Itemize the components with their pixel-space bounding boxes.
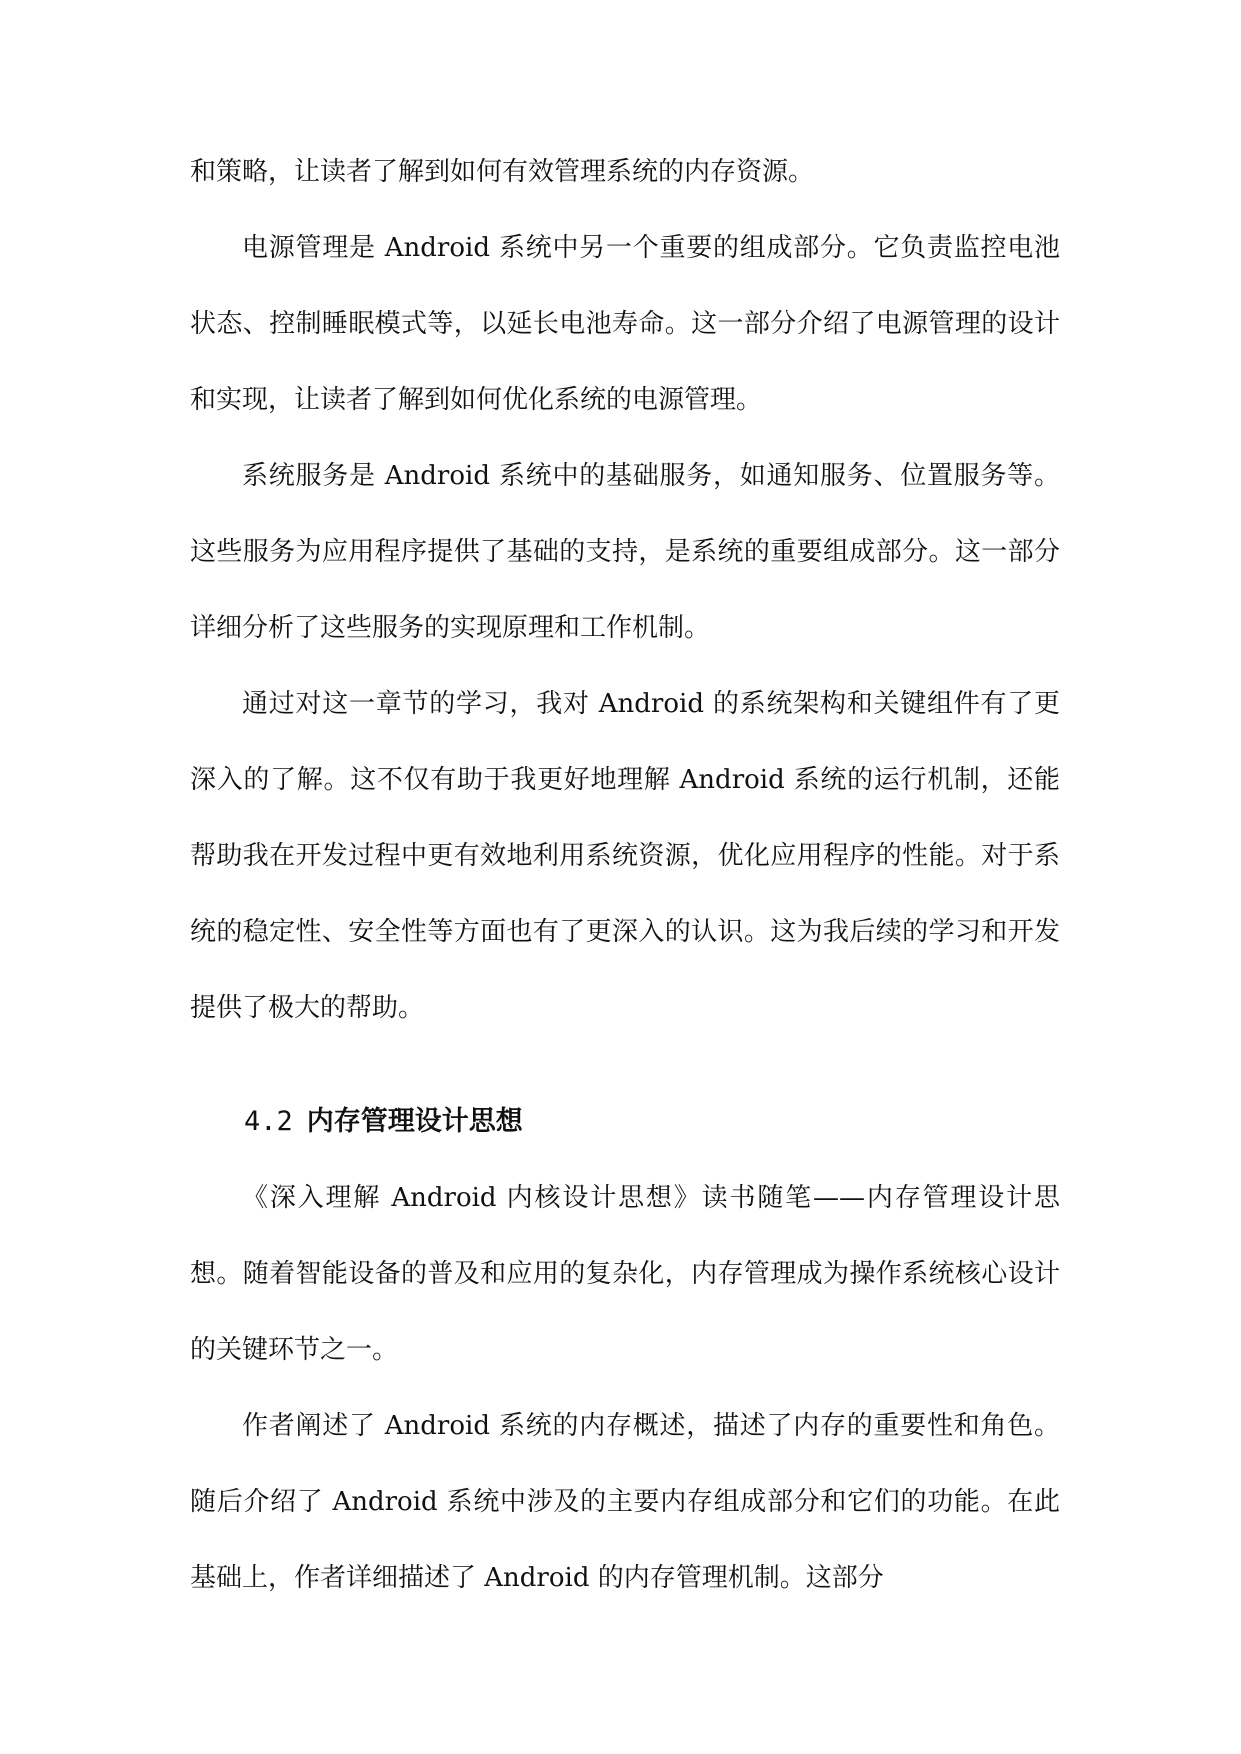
paragraph-continuation: 和策略，让读者了解到如何有效管理系统的内存资源。 [190, 157, 815, 187]
paragraph-memory-intro: 《深入理解 Android 内核设计思想》读书随笔——内存管理设计思想。随着智能设备的普及和应用的复杂化，内存管理成为操作系统核心设计的关键环节之一。 [190, 1183, 1060, 1365]
section-title: 内存管理设计思想 [306, 1106, 523, 1137]
paragraph-system-services: 系统服务是 Android 系统中的基础服务，如通知服务、位置服务等。这些服务为应用程序提供了基础的支持，是系统的重要组成部分。这一部分详细分析了这些服务的实现原理和工作机制。 [190, 461, 1060, 643]
section-heading [190, 1084, 1060, 1160]
paragraph-power-management: 电源管理是 Android 系统中另一个重要的组成部分。它负责监控电池状态、控制睡眠模式等，以延长电池寿命。这一部分介绍了电源管理的设计和实现，让读者了解到如何优化系统的电源管理。 [190, 233, 1060, 415]
paragraph-chapter-summary: 通过对这一章节的学习，我对 Android 的系统架构和关键组件有了更深入的了解。这不仅有助于我更好地理解 Android 系统的运行机制，还能帮助我在开发过程中更有效地利用系统资源，优化应用程序的性能。对于系统的稳定性、安全性等方面也有了更深入的认识。这为我后续的学习和开发提供了极大的帮助。 [190, 689, 1060, 1023]
section-number: 4.2 [244, 1106, 293, 1137]
paragraph-memory-overview: 作者阐述了 Android 系统的内存概述，描述了内存的重要性和角色。随后介绍了 Android 系统中涉及的主要内存组成部分和它们的功能。在此基础上，作者详细描述了 Android 的内存管理机制。这部分 [190, 1411, 1060, 1593]
document-page [190, 134, 1060, 1616]
